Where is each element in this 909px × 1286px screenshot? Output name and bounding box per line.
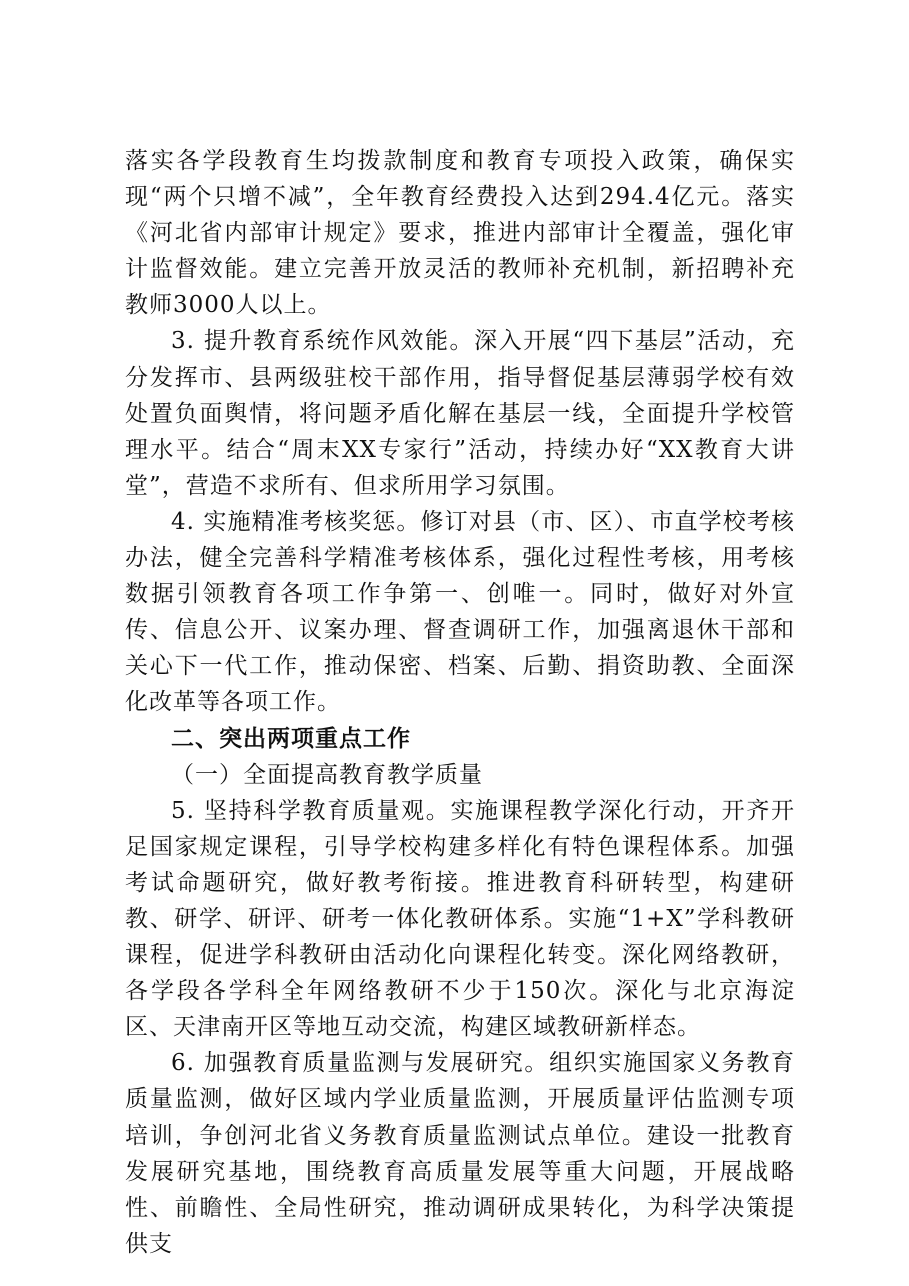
paragraph-item-4: 4. 实施精准考核奖惩。修订对县（市、区）、市直学校考核办法，健全完善科学精准考核体系，强化过程性考核，用考核数据引领教育各项工作争第一、创唯一。同时，做好对外宣传、信息公开、议案办理、督查调研工作，加强离退休干部和关心下一代工作，推动保密、档案、后勤、捐资助教、全面深化改革等各项工作。 bbox=[125, 508, 795, 716]
paragraph-item-6: 6. 加强教育质量监测与发展研究。组织实施国家义务教育质量监测，做好区域内学业质量监测，开展质量评估监测专项培训，争创河北省义务教育质量监测试点单位。建设一批教育发展研究基地，围绕教育高质量发展等重大问题，开展战略性、前瞻性、全局性研究，推动调研成果转化，为科学决策提供支 bbox=[125, 1050, 795, 1257]
document-body bbox=[125, 143, 795, 1262]
paragraph-item-5: 5. 坚持科学教育质量观。实施课程教学深化行动，开齐开足国家规定课程，引导学校构建多样化有特色课程体系。加强考试命题研究，做好教考衔接。推进教育科研转型，构建研教、研学、研评、研考一体化教研体系。实施“1+X”学科教研课程，促进学科教研由活动化向课程化转变。深化网络教研，各学段各学科全年网络教研不少于150次。深化与北京海淀区、天津南开区等地互动交流，构建区域教研新样态。 bbox=[125, 797, 795, 1041]
section-heading: 二、突出两项重点工作 bbox=[171, 725, 411, 752]
paragraph-continuation: 落实各学段教育生均拨款制度和教育专项投入政策，确保实现“两个只增不减”，全年教育经费投入达到294.4亿元。落实《河北省内部审计规定》要求，推进内部审计全覆盖，强化审计监督效能。建立完善开放灵活的教师补充机制，新招聘补充教师3000人以上。 bbox=[125, 148, 795, 319]
section-subheading: （一）全面提高教育教学质量 bbox=[171, 761, 483, 788]
paragraph-item-3: 3. 提升教育系统作风效能。深入开展“四下基层”活动，充分发挥市、县两级驻校干部作用，指导督促基层薄弱学校有效处置负面舆情，将问题矛盾化解在基层一线，全面提升学校管理水平。结合“周末XX专家行”活动，持续办好“XX教育大讲堂”，营造不求所有、但求所用学习氛围。 bbox=[125, 328, 795, 499]
